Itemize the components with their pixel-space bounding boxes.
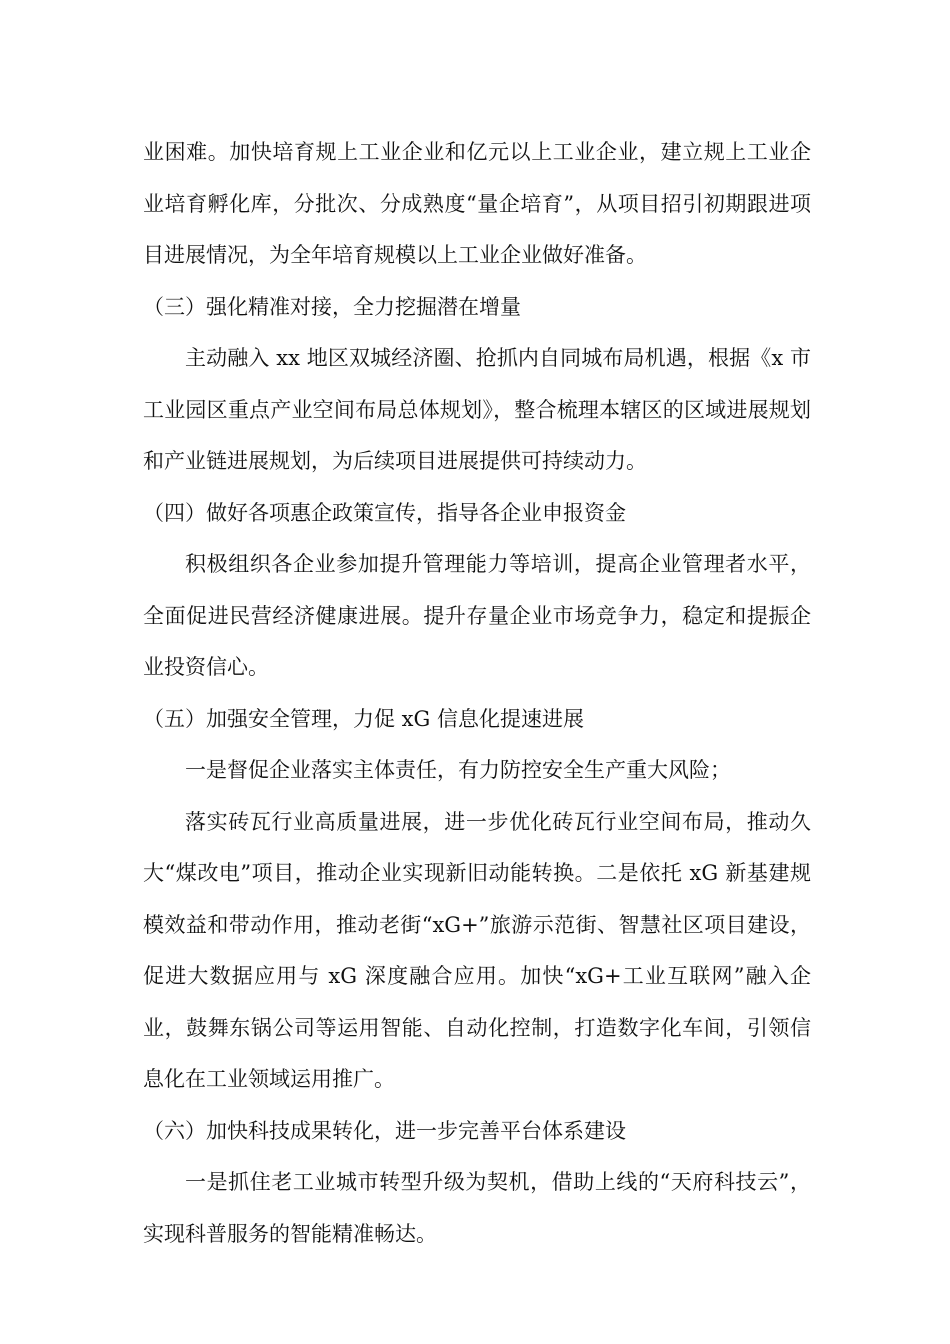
paragraph: 积极组织各企业参加提升管理能力等培训，提高企业管理者水平，全面促进民营经济健康进展。提升存量企业市场竞争力，稳定和提振企业投资信心。	[143, 552, 811, 679]
paragraph: 一是抓住老工业城市转型升级为契机，借助上线的“天府科技云”，实现科普服务的智能精准畅达。	[143, 1170, 811, 1246]
paragraph-continuation: 业困难。加快培育规上工业企业和亿元以上工业企业，建立规上工业企业培育孵化库，分批次、分成熟度“量企培育”，从项目招引初期跟进项目进展情况，为全年培育规模以上工业企业做好准备。	[143, 140, 811, 267]
paragraph: 落实砖瓦行业高质量进展，进一步优化砖瓦行业空间布局，推动久大“煤改电”项目，推动企业实现新旧动能转换。二是依托 xG 新基建规模效益和带动作用，推动老街“xG+”旅游示范街、智慧社区项目建设，促进大数据应用与 xG 深度融合应用。加快“xG+工业互联网”融入企业，鼓舞东锅公司等运用智能、自动化控制，打造数字化车间，引领信息化在工业领域运用推广。	[143, 809, 811, 1091]
section-heading-6: （六）加快科技成果转化，进一步完善平台体系建设	[143, 1118, 626, 1143]
section-heading-5: （五）加强安全管理，力促 xG 信息化提速进展	[143, 706, 584, 731]
paragraph: 主动融入 xx 地区双城经济圈、抢抓内自同城布局机遇，根据《x 市工业园区重点产业空间布局总体规划》，整合梳理本辖区的区域进展规划和产业链进展规划，为后续项目进展提供可持续动力。	[143, 346, 811, 473]
paragraph: 一是督促企业落实主体责任，有力防控安全生产重大风险；	[185, 758, 731, 782]
document-body	[143, 127, 811, 1260]
section-heading-4: （四）做好各项惠企政策宣传，指导各企业申报资金	[143, 500, 626, 525]
section-heading-3: （三）强化精准对接，全力挖掘潜在增量	[143, 294, 521, 319]
